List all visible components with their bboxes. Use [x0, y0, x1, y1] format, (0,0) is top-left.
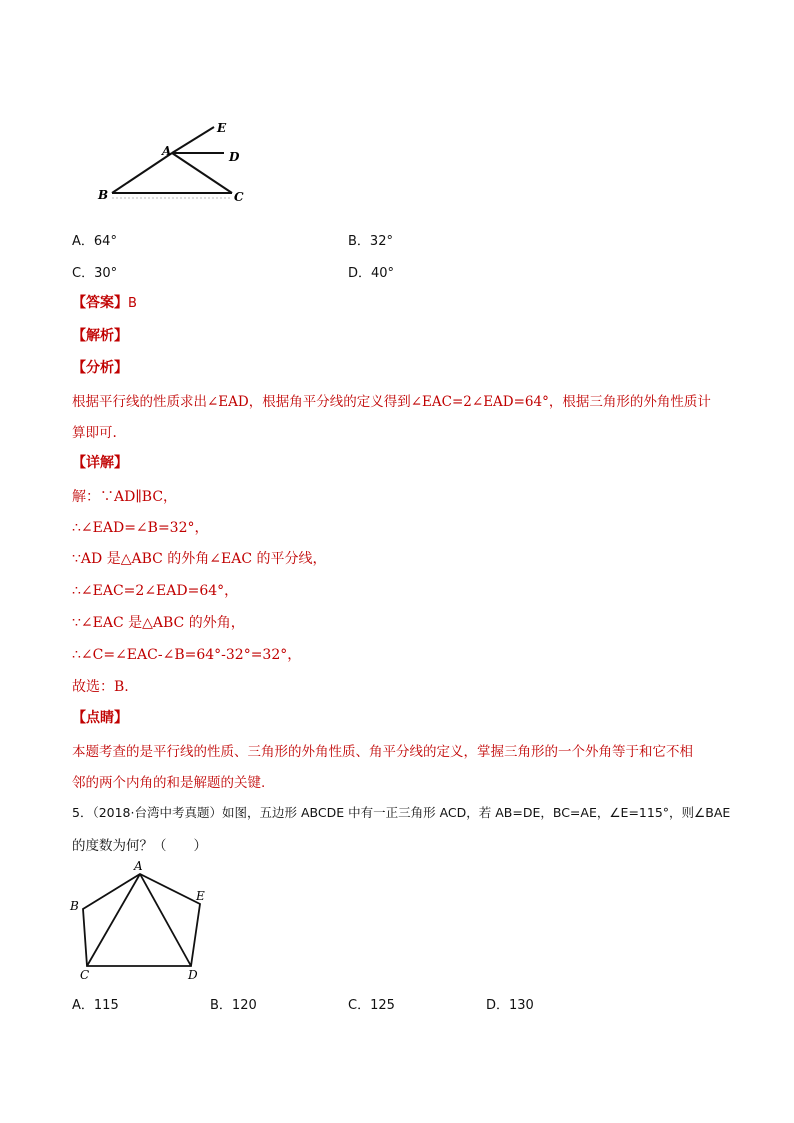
q5-option-c[interactable]: C．125 [348, 998, 395, 1013]
label-c: C [80, 968, 90, 982]
label-e: E [217, 121, 227, 135]
q5-option-d[interactable]: D．130 [486, 998, 534, 1013]
xiangjie-tag: 【详解】 [72, 455, 128, 471]
q4-option-d[interactable]: D．40° [348, 266, 395, 281]
step-5: ∵∠EAC 是△ABC 的外角， [72, 615, 245, 631]
q5-stem-line-1: 5．（2018·台湾中考真题）如图，五边形 ABCDE 中有一正三角形 ACD，若 AB=DE，BC=AE，∠E=115°，则∠BAE [72, 805, 731, 820]
q4-option-b[interactable]: B．32° [348, 234, 393, 249]
answer-value: B [128, 296, 137, 311]
label-b: B [98, 188, 109, 202]
dianjing-line-2: 邻的两个内角的和是解题的关键. [72, 775, 266, 791]
fenxi-line-1: 根据平行线的性质求出∠EAD，根据角平分线的定义得到∠EAC=2∠EAD=64°，根据三角形的外角性质计 [72, 394, 711, 410]
label-a: A [162, 144, 172, 158]
q5-option-b[interactable]: B．120 [210, 998, 257, 1013]
segment-ac [172, 153, 232, 193]
step-2: ∴∠EAD=∠B=32°， [72, 520, 209, 536]
label-e: E [196, 889, 205, 903]
q5-option-a[interactable]: A．115 [72, 998, 119, 1013]
fenxi-tag: 【分析】 [72, 360, 128, 376]
segment-ab [112, 153, 172, 193]
step-6: ∴∠C=∠EAC-∠B=64°-32°=32°， [72, 647, 302, 663]
dianjing-line-1: 本题考查的是平行线的性质、三角形的外角性质、角平分线的定义，掌握三角形的一个外角等于和它不相 [72, 744, 693, 760]
jiexi-tag: 【解析】 [72, 328, 128, 344]
label-a: A [134, 859, 143, 873]
segment-ac [87, 874, 140, 966]
label-d: D [188, 968, 198, 982]
q4-figure [92, 118, 262, 210]
ray-ae [172, 127, 214, 153]
dianjing-tag: 【点睛】 [72, 710, 128, 726]
fenxi-line-2: 算即可. [72, 425, 117, 441]
q5-stem-line-2: 的度数为何？（ ） [72, 838, 207, 854]
step-7: 故选：B. [72, 679, 129, 695]
label-c: C [234, 190, 244, 204]
q5-figure [66, 858, 226, 984]
q4-option-c[interactable]: C．30° [72, 266, 118, 281]
step-1: 解：∵AD∥BC， [72, 489, 178, 505]
label-b: B [70, 899, 79, 913]
segment-ad [140, 874, 191, 966]
label-d: D [229, 150, 240, 164]
step-4: ∴∠EAC=2∠EAD=64°， [72, 583, 239, 599]
step-3: ∵AD 是△ABC 的外角∠EAC 的平分线， [72, 551, 327, 567]
q4-option-a[interactable]: A．64° [72, 234, 117, 249]
answer-tag: 【答案】B [72, 295, 137, 311]
